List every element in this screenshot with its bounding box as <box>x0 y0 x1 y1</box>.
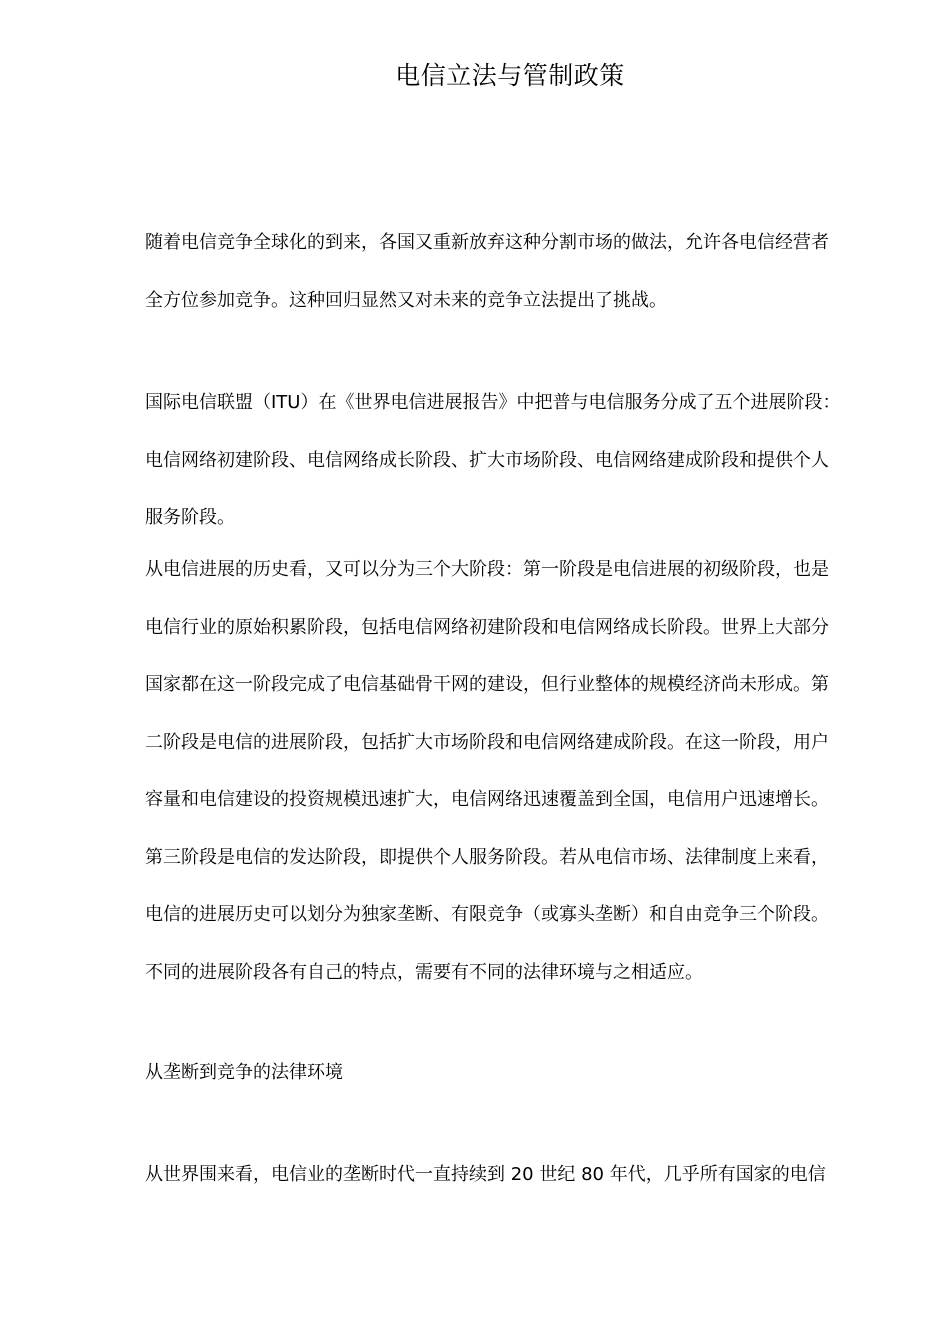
text-line: 二阶段是电信的进展阶段，包括扩大市场阶段和电信网络建成阶段。在这一阶段，用户 <box>145 731 829 753</box>
section-heading <box>145 1044 880 1102</box>
text-line: 从垄断到竞争的法律环境 <box>145 1062 343 1083</box>
text-line: 容量和电信建设的投资规模迅速扩大，电信网络迅速覆盖到全国，电信用户迅速增长。 <box>145 789 829 810</box>
text-line: 第三阶段是电信的发达阶段，即提供个人服务阶段。若从电信市场、法律制度上来看， <box>145 846 829 868</box>
paragraph <box>145 541 880 1001</box>
text-line: 不同的进展阶段各有自己的特点，需要有不同的法律环境与之相适应。 <box>145 961 703 983</box>
text-line: 从电信进展的历史看，又可以分为三个大阶段：第一阶段是电信进展的初级阶段，也是 <box>145 559 829 580</box>
text-line: 全方位参加竞争。这种回归显然又对未来的竞争立法提出了挑战。 <box>145 289 667 311</box>
text-line: 服务阶段。 <box>145 507 235 528</box>
text-line: 电信行业的原始积累阶段，包括电信网络初建阶段和电信网络成长阶段。世界上大部分 <box>145 616 829 638</box>
text-line: 国际电信联盟（ITU）在《世界电信进展报告》中把普与电信服务分成了五个进展阶段： <box>145 392 841 413</box>
text-line: 电信网络初建阶段、电信网络成长阶段、扩大市场阶段、电信网络建成阶段和提供个人 <box>145 449 829 471</box>
text-line: 从世界围来看，电信业的垄断时代一直持续到 20 世纪 80 年代，几乎所有国家的电信 <box>145 1164 826 1185</box>
paragraph <box>145 214 880 329</box>
text-line: 国家都在这一阶段完成了电信基础骨干网的建设，但行业整体的规模经济尚未形成。第 <box>145 674 829 695</box>
text-line: 电信的进展历史可以划分为独家垄断、有限竞争（或寡头垄断）和自由竞争三个阶段。 <box>145 904 829 925</box>
paragraph <box>145 1146 880 1204</box>
paragraph <box>145 374 880 547</box>
page-title: 电信立法与管制政策 <box>395 61 625 90</box>
text-line: 随着电信竞争全球化的到来，各国又重新放弃这种分割市场的做法，允许各电信经营者 <box>145 232 829 253</box>
